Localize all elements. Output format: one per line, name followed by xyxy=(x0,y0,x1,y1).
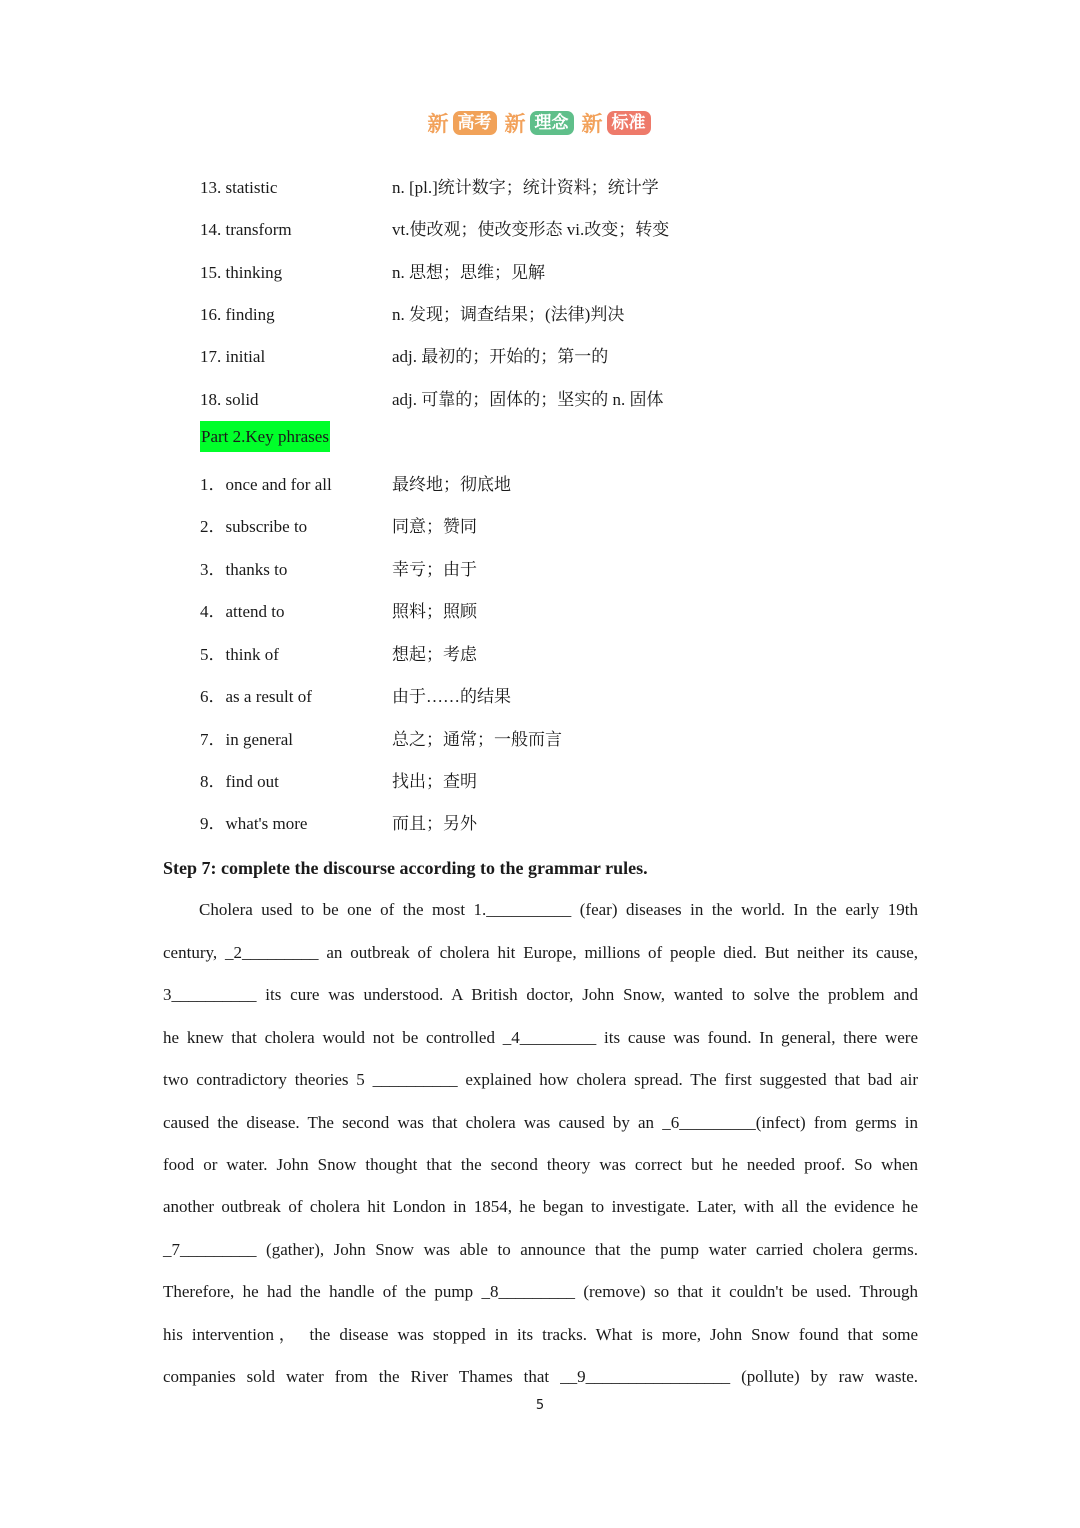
phrase-term: 9．what's more xyxy=(200,814,308,833)
passage-line: _7_________ (gather), John Snow was able to announce that the pump water carried cholera germs. xyxy=(163,1240,918,1259)
vocab-term: 18. solid xyxy=(200,390,259,409)
phrase-definition: 同意；赞同 xyxy=(392,517,477,536)
vocab-term: 14. transform xyxy=(200,220,292,239)
logo-char-xin-3: 新 xyxy=(581,112,603,136)
vocab-definition: adj. 可靠的；固体的；坚实的 n. 固体 xyxy=(392,390,664,409)
phrase-definition: 找出；查明 xyxy=(392,772,477,791)
logo-char-xin-1: 新 xyxy=(427,112,449,136)
header-logo xyxy=(0,108,1080,138)
passage-line: Therefore, he had the handle of the pump _8_________ (remove) so that it couldn't be used. Through xyxy=(163,1282,918,1301)
phrase-term: 6．as a result of xyxy=(200,687,312,706)
passage-line: another outbreak of cholera hit London in 1854, he began to investigate. Later, with all the evidence he xyxy=(163,1197,918,1216)
phrase-term: 5．think of xyxy=(200,645,279,664)
passage-line: 3__________ its cure was understood. A British doctor, John Snow, wanted to solve the problem and xyxy=(163,985,918,1004)
phrase-term: 7．in general xyxy=(200,730,293,749)
vocab-term: 15. thinking xyxy=(200,263,283,282)
step7-title: Step 7: complete the discourse according to the grammar rules. xyxy=(163,858,648,878)
vocab-definition: adj. 最初的；开始的；第一的 xyxy=(392,347,609,366)
vocab-definition: n. 发现；调查结果；(法律)判决 xyxy=(392,305,625,324)
phrase-definition: 想起；考虑 xyxy=(392,645,477,664)
passage-line: his intervention， the disease was stopped in its tracks. What is more, John Snow found that some xyxy=(163,1325,918,1344)
passage-line: companies sold water from the River Thames that __9_________________ (pollute) by raw waste. xyxy=(163,1367,918,1386)
passage-line: caused the disease. The second was that cholera was caused by an _6_________(infect) from germs in xyxy=(163,1113,918,1132)
phrase-term: 8．find out xyxy=(200,772,279,791)
phrase-definition: 幸亏；由于 xyxy=(392,560,477,579)
phrase-definition: 最终地；彻底地 xyxy=(392,475,511,494)
vocab-term: 13. statistic xyxy=(200,178,278,197)
vocab-term: 17. initial xyxy=(200,347,266,366)
passage-line: two contradictory theories 5 __________ explained how cholera spread. The first suggested that bad air xyxy=(163,1070,918,1089)
section-label-key-phrases: Part 2.Key phrases xyxy=(200,421,330,452)
passage-line: Cholera used to be one of the most 1.__________ (fear) diseases in the world. In the early 19th xyxy=(199,900,918,919)
logo-char-xin-2: 新 xyxy=(504,112,526,136)
passage-line: he knew that cholera would not be controlled _4_________ its cause was found. In general, there were xyxy=(163,1028,918,1047)
vocab-definition: n. [pl.]统计数字；统计资料；统计学 xyxy=(392,178,659,197)
phrase-term: 1．once and for all xyxy=(200,475,332,494)
logo-pill-linian: 理念 xyxy=(530,111,574,135)
phrase-definition: 照料；照顾 xyxy=(392,602,477,621)
passage-line: century, _2_________ an outbreak of cholera hit Europe, millions of people died. But neither its cause, xyxy=(163,943,918,962)
vocab-definition: n. 思想；思维；见解 xyxy=(392,263,545,282)
phrase-definition: 而且；另外 xyxy=(392,814,477,833)
page-number: 5 xyxy=(535,1398,545,1413)
phrase-term: 2．subscribe to xyxy=(200,517,308,536)
logo-pill-gaokao: 高考 xyxy=(453,111,497,135)
phrase-term: 4．attend to xyxy=(200,602,285,621)
vocab-term: 16. finding xyxy=(200,305,275,324)
phrase-definition: 总之；通常；一般而言 xyxy=(392,730,562,749)
vocab-definition: vt.使改观；使改变形态 vi.改变；转变 xyxy=(392,220,670,239)
passage-line: food or water. John Snow thought that the second theory was correct but he needed proof. So when xyxy=(163,1155,918,1174)
logo-pill-biaozhun: 标准 xyxy=(607,111,651,135)
phrase-term: 3．thanks to xyxy=(200,560,288,579)
phrase-definition: 由于……的结果 xyxy=(392,687,511,706)
